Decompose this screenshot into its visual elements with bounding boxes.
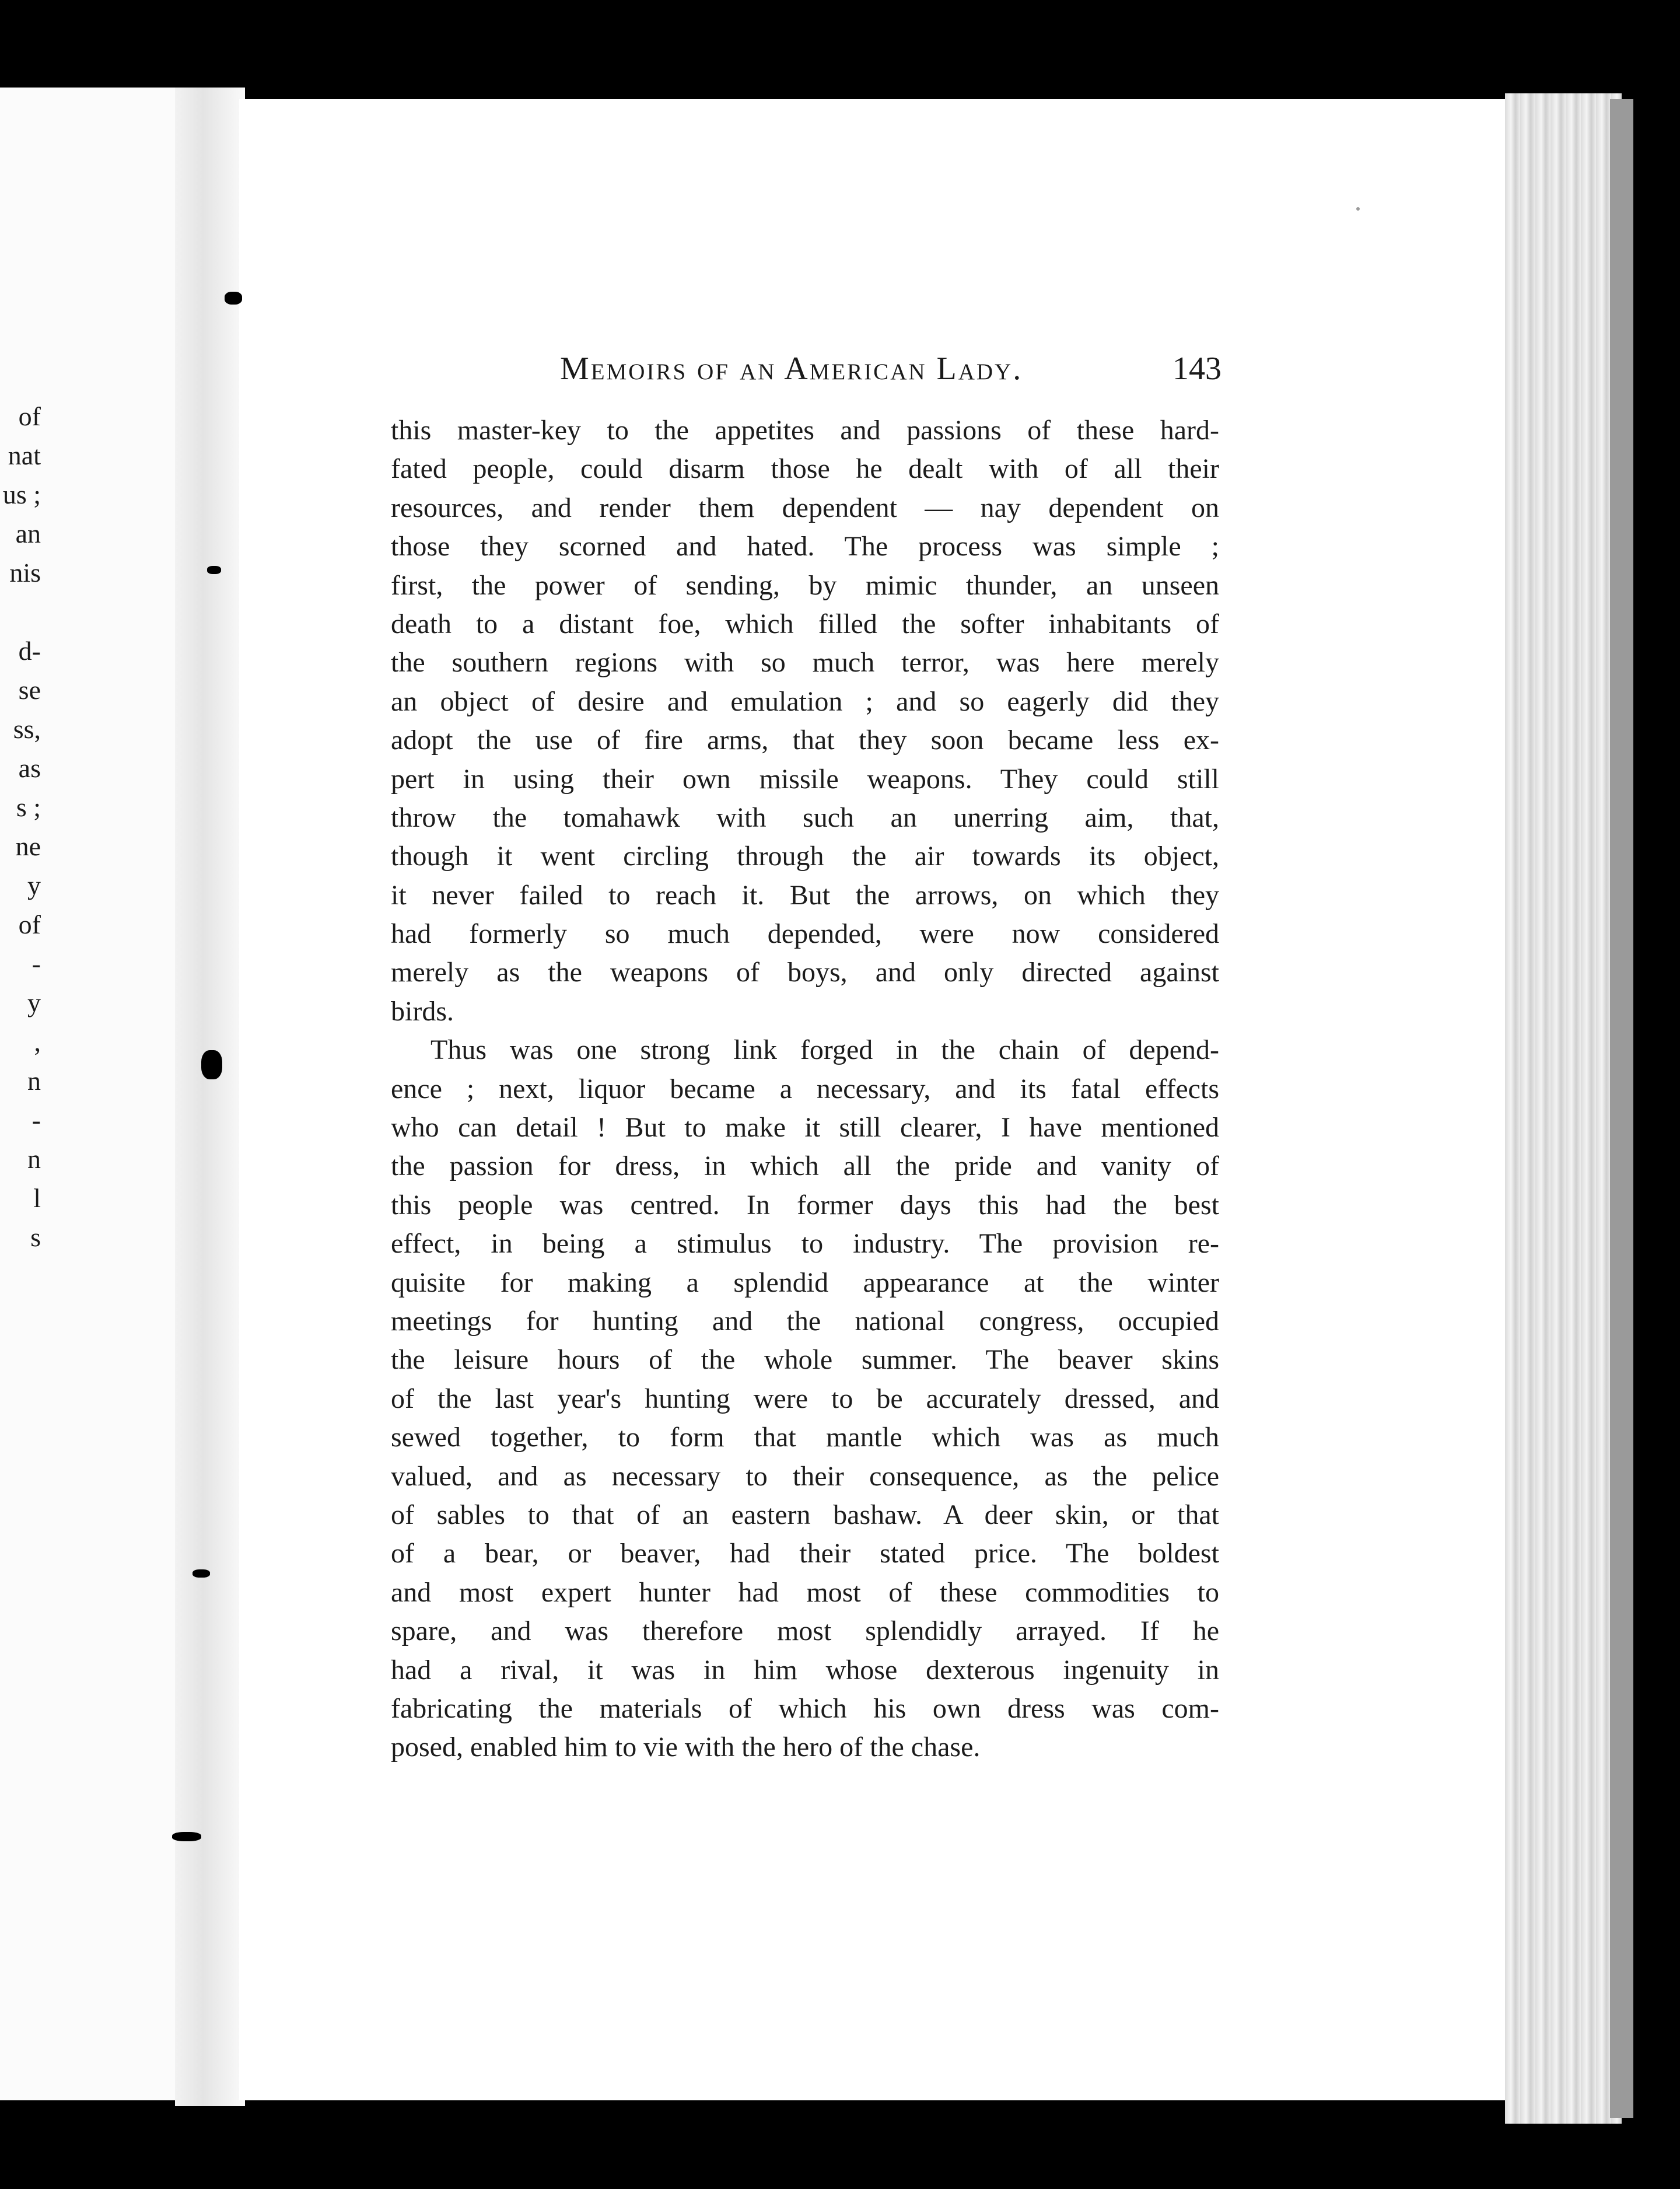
left-page-fragment: an	[15, 519, 41, 548]
text-line: of the last year's hunting were to be accurately dressed, and	[391, 1383, 1219, 1414]
left-page-fragment: s	[30, 1222, 41, 1252]
left-page-text-fragments	[0, 397, 41, 1257]
left-page-fragment: -	[32, 1105, 41, 1135]
left-page-fragment: y	[27, 870, 41, 900]
text-line: resources, and render them dependent — nay dependent on	[391, 492, 1219, 523]
text-line: death to a distant foe, which filled the softer inhabitants of	[391, 608, 1219, 639]
paragraph	[391, 1031, 1219, 1767]
left-page-fragment: se	[18, 675, 41, 705]
text-line: had formerly so much depended, were now considered	[391, 918, 1219, 950]
text-line: of sables to that of an eastern bashaw. A deer skin, or that	[391, 1499, 1219, 1530]
left-page-fragment: n	[27, 1144, 41, 1174]
cover-edge	[1610, 99, 1633, 2118]
dust-speck	[948, 26, 954, 33]
dust-speck	[1356, 207, 1360, 211]
left-page-fragment: nat	[8, 440, 41, 470]
left-page-fragment: ne	[15, 831, 41, 861]
left-page-fragment: nis	[9, 558, 41, 588]
text-line: it never failed to reach it. But the arrows, on which they	[391, 879, 1219, 911]
left-page-fragment	[0, 592, 41, 631]
text-line: valued, and as necessary to their consequence, as the pelice	[391, 1460, 1219, 1492]
left-page-fragment: us ;	[2, 480, 41, 509]
page-block-edge	[1505, 93, 1622, 2124]
text-line: who can detail ! But to make it still clearer, I have mentioned	[391, 1112, 1219, 1144]
body-text	[391, 411, 1219, 1767]
text-line: birds.	[391, 995, 454, 1027]
left-page-fragment: y	[27, 988, 41, 1017]
left-page-fragment: ,	[34, 1027, 41, 1057]
text-line: this people was centred. In former days this had the best	[391, 1189, 1219, 1221]
left-page-fragment: l	[33, 1183, 41, 1213]
text-line: pert in using their own missile weapons. They could still	[391, 763, 1219, 795]
dust-speck	[636, 2159, 643, 2167]
text-line: had a rival, it was in him whose dexterous ingenuity in	[391, 1654, 1219, 1686]
left-page-fragment: as	[18, 753, 41, 783]
text-line: fabricating the materials of which his own dress was com-	[391, 1693, 1219, 1724]
text-line: adopt the use of fire arms, that they soon became less ex-	[391, 725, 1219, 756]
text-line: sewed together, to form that mantle which was as much	[391, 1422, 1219, 1453]
text-line: of a bear, or beaver, had their stated price. The boldest	[391, 1538, 1219, 1569]
text-line: the southern regions with so much terror, was here merely	[391, 647, 1219, 679]
text-line: quisite for making a splendid appearance at the winter	[391, 1267, 1219, 1298]
binding-hole	[192, 1569, 210, 1578]
text-line: fated people, could disarm those he dealt with of all their	[391, 453, 1219, 485]
text-line: Thus was one strong link forged in the chain of depend-	[430, 1034, 1219, 1066]
text-line: and most expert hunter had most of these commodities to	[391, 1576, 1219, 1608]
text-line: the leisure hours of the whole summer. The beaver skins	[391, 1344, 1219, 1376]
running-head: Memoirs of an American Lady.	[560, 351, 1023, 387]
left-page-fragment: of	[18, 401, 41, 431]
left-page-fragment: -	[32, 949, 41, 978]
binding-hole	[201, 1050, 222, 1079]
left-page-fragment: n	[27, 1066, 41, 1096]
text-line: this master-key to the appetites and passions of these hard-	[391, 415, 1219, 446]
text-line: an object of desire and emulation ; and so eagerly did they	[391, 686, 1219, 717]
text-line: first, the power of sending, by mimic thunder, an unseen	[391, 569, 1219, 601]
book-gutter	[175, 88, 245, 2106]
binding-hole	[207, 566, 221, 574]
text-line: though it went circling through the air towards its object,	[391, 841, 1219, 872]
page-number: 143	[1172, 351, 1222, 387]
left-page-fragment: ss,	[13, 714, 41, 744]
binding-hole	[172, 1832, 201, 1841]
text-line: those they scorned and hated. The process was simple ;	[391, 531, 1219, 562]
text-line: throw the tomahawk with such an unerring aim, that,	[391, 802, 1219, 833]
paragraph	[391, 411, 1219, 1031]
text-line: the passion for dress, in which all the pride and vanity of	[391, 1151, 1219, 1182]
left-page-fragment: s ;	[16, 792, 41, 822]
left-page-fragment: d-	[18, 636, 41, 666]
binding-hole	[225, 292, 242, 305]
text-line: effect, in being a stimulus to industry. The provision re-	[391, 1228, 1219, 1260]
left-page-fragment: of	[18, 910, 41, 939]
text-line: ence ; next, liquor became a necessary, and its fatal effects	[391, 1073, 1219, 1104]
text-line: merely as the weapons of boys, and only directed against	[391, 957, 1219, 988]
text-line: meetings for hunting and the national congress, occupied	[391, 1305, 1219, 1337]
text-line: posed, enabled him to vie with the hero of the chase.	[391, 1732, 981, 1763]
text-line: spare, and was therefore most splendidly arrayed. If he	[391, 1615, 1219, 1647]
